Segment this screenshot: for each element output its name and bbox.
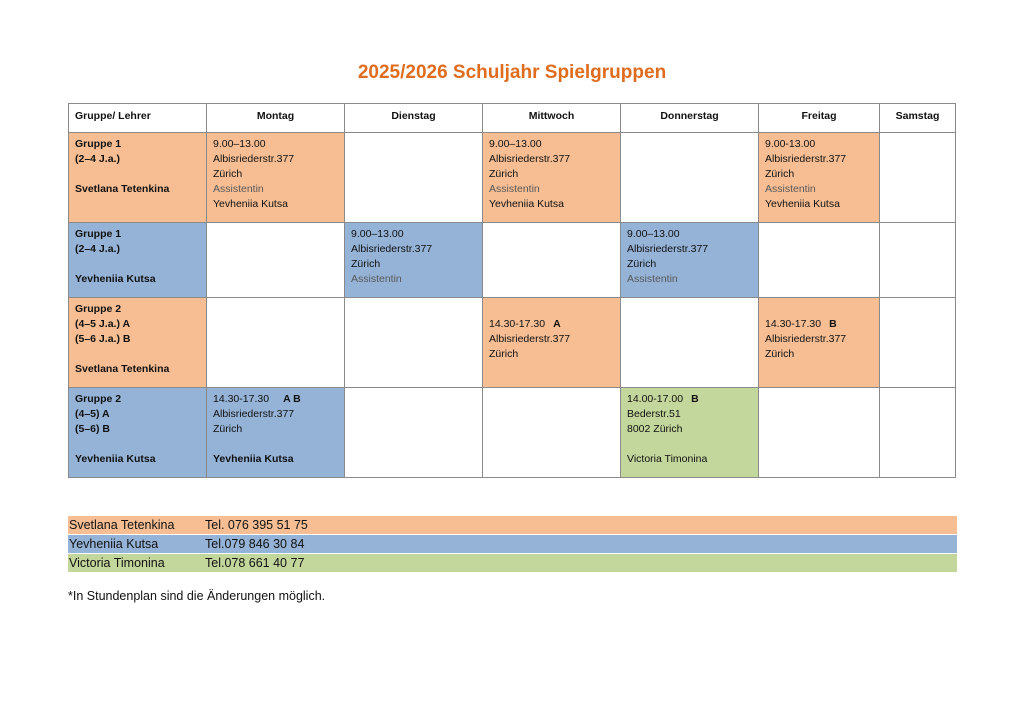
- slot-city: Zürich: [213, 423, 243, 435]
- group-cell: [69, 388, 207, 478]
- empty-cell: [621, 298, 759, 388]
- empty-cell: [345, 298, 483, 388]
- slot-city: Zürich: [213, 168, 243, 180]
- group-teacher: Yevheniia Kutsa: [75, 273, 156, 285]
- group-teacher: Svetlana Tetenkina: [75, 183, 170, 195]
- header-mittwoch: Mittwoch: [483, 104, 621, 133]
- slot-cell-mittwoch: [483, 298, 621, 388]
- slot-city: Zürich: [489, 168, 519, 180]
- empty-cell: [880, 298, 956, 388]
- slot-address: Albisriederstr.377: [213, 408, 295, 420]
- contact-list: [68, 516, 957, 573]
- slot-time: 14.30-17.30: [213, 393, 270, 405]
- empty-cell: [207, 298, 345, 388]
- slot-cell-donnerstag: [621, 223, 759, 298]
- empty-cell: [880, 388, 956, 478]
- group-cell: [69, 298, 207, 388]
- slot-time: 14.30-17.30: [489, 318, 546, 330]
- slot-city: Zürich: [765, 348, 795, 360]
- contact-row: [68, 516, 957, 535]
- slot-tag: A B: [283, 393, 301, 405]
- group-name: Gruppe 1: [75, 228, 122, 240]
- empty-cell: [621, 133, 759, 223]
- slot-address: Albisriederstr.377: [627, 243, 709, 255]
- slot-time: 14.30-17.30: [765, 318, 822, 330]
- group-name: Gruppe 2: [75, 303, 122, 315]
- group-age-a: (4–5) A: [75, 408, 110, 420]
- group-age-b: (5–6 J.a.) B: [75, 333, 131, 345]
- slot-address: Albisriederstr.377: [489, 153, 571, 165]
- header-dienstag: Dienstag: [345, 104, 483, 133]
- contact-phone: Tel. 076 395 51 75: [205, 518, 308, 532]
- slot-person: Victoria Timonina: [627, 453, 708, 465]
- slot-role: Assistentin: [351, 273, 402, 285]
- slot-cell-montag: [207, 388, 345, 478]
- slot-cell-donnerstag: [621, 388, 759, 478]
- slot-time: 9.00-13.00: [765, 138, 816, 150]
- contact-name: Victoria Timonina: [69, 556, 165, 570]
- slot-time: 9.00–13.00: [351, 228, 404, 240]
- schedule-table: [68, 103, 956, 478]
- group-name: Gruppe 2: [75, 393, 122, 405]
- slot-address: Albisriederstr.377: [213, 153, 295, 165]
- slot-time: 9.00–13.00: [213, 138, 266, 150]
- empty-cell: [207, 223, 345, 298]
- slot-cell-freitag: [759, 133, 880, 223]
- slot-city: Zürich: [627, 258, 657, 270]
- empty-cell: [759, 223, 880, 298]
- empty-cell: [345, 388, 483, 478]
- header-group-teacher: Gruppe/ Lehrer: [69, 104, 207, 133]
- group-cell: [69, 223, 207, 298]
- slot-cell-montag: [207, 133, 345, 223]
- group-name: Gruppe 1: [75, 138, 122, 150]
- contact-phone: Tel.079 846 30 84: [205, 537, 305, 551]
- empty-cell: [345, 133, 483, 223]
- slot-role: Assistentin: [627, 273, 678, 285]
- slot-address: Albisriederstr.377: [351, 243, 433, 255]
- empty-cell: [759, 388, 880, 478]
- header-row: [69, 104, 956, 133]
- slot-time-line: [765, 317, 873, 332]
- slot-address: Albisriederstr.377: [765, 153, 847, 165]
- table-row: [69, 133, 956, 223]
- slot-role: Assistentin: [765, 183, 816, 195]
- group-age: (2–4 J.a.): [75, 153, 120, 165]
- group-age-b: (5–6) B: [75, 423, 111, 435]
- contact-phone: Tel.078 661 40 77: [205, 556, 305, 570]
- slot-cell-dienstag: [345, 223, 483, 298]
- table-row: [69, 223, 956, 298]
- table-row: [69, 388, 956, 478]
- slot-cell-freitag: [759, 298, 880, 388]
- page-title: 2025/2026 Schuljahr Spielgruppen: [357, 62, 667, 83]
- contact-name: Yevheniia Kutsa: [69, 537, 159, 551]
- group-age-a: (4–5 J.a.) A: [75, 318, 131, 330]
- slot-city: 8002 Zürich: [627, 423, 683, 435]
- group-age: (2–4 J.a.): [75, 243, 120, 255]
- header-freitag: Freitag: [759, 104, 880, 133]
- table-row: [69, 298, 956, 388]
- contact-row: [68, 554, 957, 573]
- slot-city: Zürich: [351, 258, 381, 270]
- footnote: *In Stundenplan sind die Änderungen möglich.: [68, 589, 326, 603]
- slot-address: Albisriederstr.377: [765, 333, 847, 345]
- header-montag: Montag: [207, 104, 345, 133]
- group-teacher: Svetlana Tetenkina: [75, 363, 170, 375]
- empty-cell: [880, 133, 956, 223]
- slot-cell-mittwoch: [483, 133, 621, 223]
- slot-time: 9.00–13.00: [489, 138, 542, 150]
- slot-time: 14.00-17.00: [627, 393, 684, 405]
- header-donnerstag: Donnerstag: [621, 104, 759, 133]
- slot-address: Albisriederstr.377: [489, 333, 571, 345]
- slot-person: Yevheniia Kutsa: [765, 198, 840, 210]
- slot-tag: A: [553, 318, 561, 330]
- slot-address: Bederstr.51: [627, 408, 681, 420]
- contact-name: Svetlana Tetenkina: [69, 518, 175, 532]
- slot-city: Zürich: [765, 168, 795, 180]
- slot-role: Assistentin: [213, 183, 264, 195]
- empty-cell: [483, 223, 621, 298]
- empty-cell: [880, 223, 956, 298]
- slot-city: Zürich: [489, 348, 519, 360]
- slot-person: Yevheniia Kutsa: [213, 198, 288, 210]
- empty-cell: [483, 388, 621, 478]
- contact-row: [68, 535, 957, 554]
- slot-time-line: [489, 317, 614, 332]
- group-teacher: Yevheniia Kutsa: [75, 453, 156, 465]
- header-samstag: Samstag: [880, 104, 956, 133]
- slot-time-line: [213, 392, 338, 407]
- slot-person: Yevheniia Kutsa: [213, 453, 294, 465]
- slot-person: Yevheniia Kutsa: [489, 198, 564, 210]
- slot-role: Assistentin: [489, 183, 540, 195]
- slot-time: 9.00–13.00: [627, 228, 680, 240]
- group-cell: [69, 133, 207, 223]
- slot-tag: B: [829, 318, 837, 330]
- slot-tag: B: [691, 393, 699, 405]
- slot-time-line: [627, 392, 752, 407]
